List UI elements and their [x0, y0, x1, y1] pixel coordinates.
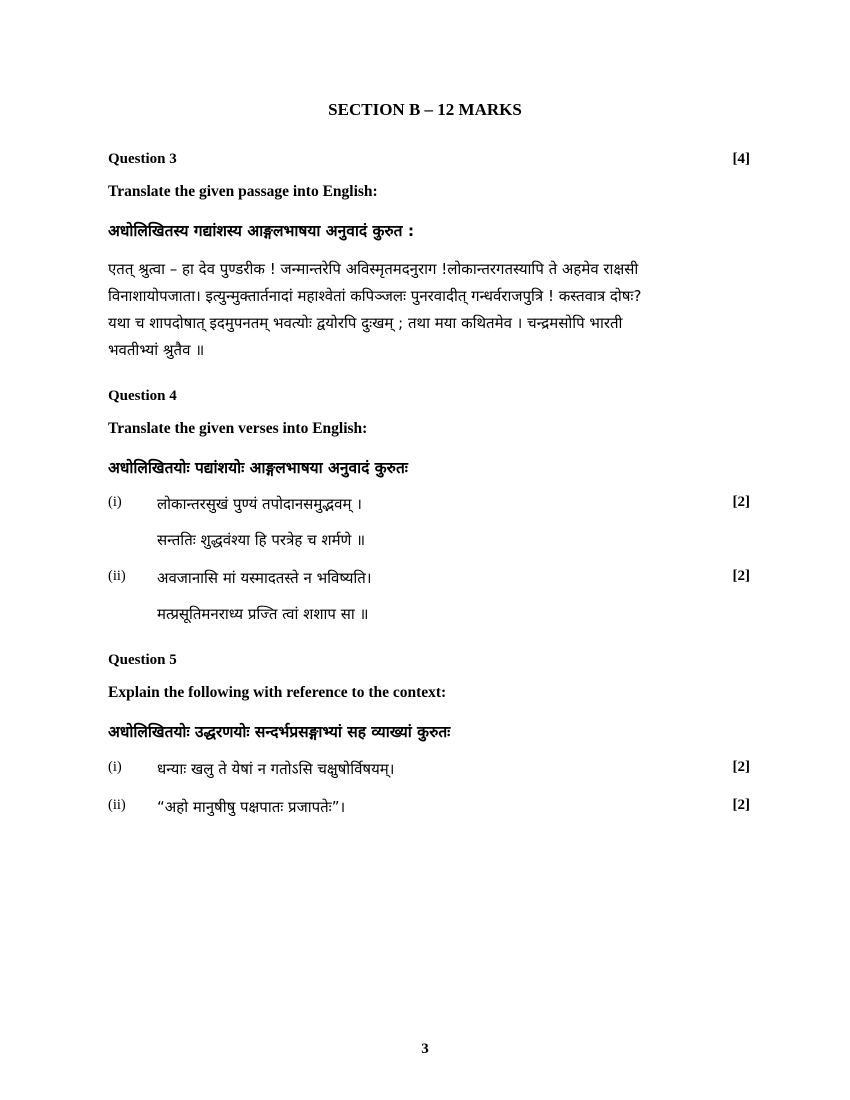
verse-line-1: लोकान्तरसुखं पुण्यं तपोदानसमुद्भवम् ।	[157, 495, 362, 513]
item-number: (i)	[108, 759, 122, 775]
item-marks: [2]	[732, 797, 750, 813]
question-4-sanskrit-instruction: अधोलिखितयोः पद्यांशयोः आङ्गलभाषया अनुवादं कुरुतः	[108, 459, 408, 477]
question-3-label: Question 3	[108, 151, 177, 167]
verse-line-2: मत्प्रसूतिमनराध्य प्रज्ति त्वां शशाप सा ॥	[157, 605, 369, 623]
question-3-marks: [4]	[732, 151, 750, 167]
question-4-label: Question 4	[108, 388, 177, 404]
passage-line: यथा च शापदोषात् इदमुपनतम् भवत्योः द्वयोरपि दुःखम् ; तथा मया कथितमेव । चन्द्रमसोपि भारती	[108, 314, 623, 332]
quote-line: धन्याः खलु ते येषां न गतोऽसि चक्षुषोर्विषयम्।	[157, 760, 395, 778]
item-marks: [2]	[732, 568, 750, 584]
item-marks: [2]	[732, 759, 750, 775]
question-3-sanskrit-instruction: अधोलिखितस्य गद्यांशस्य आङ्गलभाषया अनुवादं कुरुत :	[108, 222, 415, 240]
question-3-instruction: Translate the given passage into English:	[108, 183, 378, 200]
quote-line: “अहो मानुषीषु पक्षपातः प्रजापतेः”।	[157, 798, 346, 816]
question-4-heading	[108, 388, 750, 405]
page-number: 3	[421, 1041, 429, 1057]
passage-line: भवतीभ्यां श्रुतैव ॥	[108, 341, 205, 359]
question-5-sanskrit-instruction: अधोलिखितयोः उद्धरणयोः सन्दर्भप्रसङ्गाभ्यां सह व्याख्यां कुरुतः	[108, 723, 451, 741]
passage-line: विनाशायोपजाता। इत्युन्मुक्तार्तनादां महाश्वेतां कपिञ्जलः पुनरवादीत् गन्धर्वराजपुत्रि ! कस्तवात्र दोषः?	[108, 287, 642, 305]
question-5-label: Question 5	[108, 652, 177, 668]
question-5-instruction: Explain the following with reference to the context:	[108, 684, 447, 701]
verse-line-1: अवजानासि मां यस्मादतस्ते न भविष्यति।	[157, 569, 372, 587]
item-marks: [2]	[732, 494, 750, 510]
item-number: (ii)	[108, 568, 126, 584]
question-4-instruction: Translate the given verses into English:	[108, 420, 368, 437]
item-number: (i)	[108, 494, 122, 510]
section-title: SECTION B – 12 MARKS	[328, 100, 522, 119]
passage-line: एतत् श्रुत्वा – हा देव पुण्डरीक ! जन्मान्तरेपि अविस्मृतमदनुराग !लोकान्तरगतस्यापि ते अहमेव राक्षसी	[108, 260, 639, 278]
item-number: (ii)	[108, 797, 126, 813]
verse-line-2: सन्ततिः शुद्धवंश्या हि परत्रेह च शर्मणे ॥	[157, 531, 366, 549]
question-3-passage	[108, 256, 718, 364]
question-5-heading	[108, 652, 750, 669]
question-3-heading	[108, 151, 750, 168]
